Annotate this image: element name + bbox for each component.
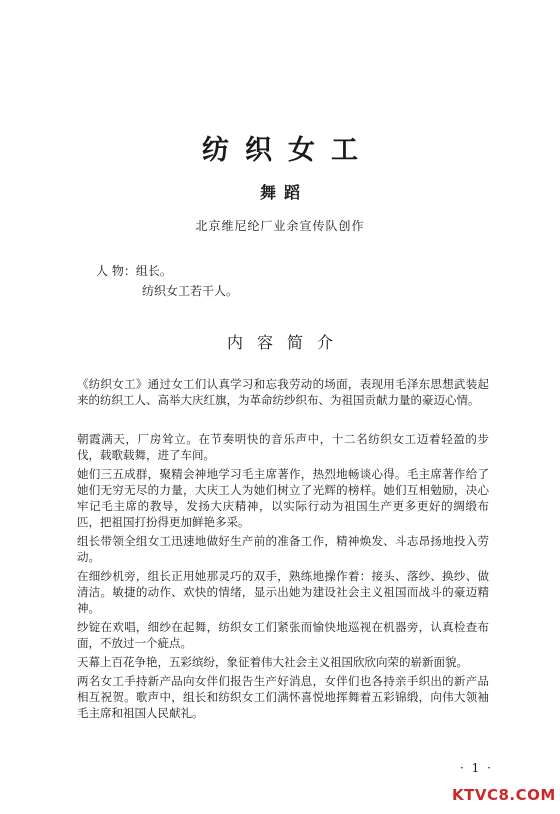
story-paragraph: 她们三五成群，聚精会神地学习毛主席著作，热烈地畅谈心得。毛主席著作给了她们无穷无尽的力量，大庆工人为她们树立了光辉的榜样。她们互相勉励，决心牢记毛主席的教导，发扬大庆精神，以实际行动为祖国生产更多更好的绸缎布匹，把祖国打扮得更加鲜艳多采。 (77, 467, 489, 529)
page-number: · 1 · (460, 761, 493, 775)
story-paragraph: 纱锭在欢唱，细纱在起舞，纺织女工们紧张而愉快地巡视在机器旁，认真检查布面，不放过一个疵点。 (77, 620, 489, 650)
characters-line-1 (96, 261, 238, 281)
character-leader: 组长。 (135, 264, 172, 278)
characters-label: 人 物： (96, 264, 136, 278)
story-paragraph: 天幕上百花争艳，五彩缤纷，象征着伟大社会主义祖国欣欣向荣的崭新面貌。 (77, 655, 468, 669)
character-workers: 纺织女工若干人。 (142, 284, 239, 298)
characters-block (96, 261, 238, 301)
story-paragraph: 组长带领全组女工迅速地做好生产前的准备工作，精神焕发、斗志昂扬地投入劳动。 (77, 534, 489, 564)
intro-paragraph: 《纺织女工》通过女工们认真学习和忘我劳动的场面，表现用毛泽东思想武装起来的纺织工人、高举大庆红旗，为革命纺纱织布、为祖国贡献力量的豪迈心情。 (77, 377, 489, 407)
story-paragraph: 两名女工手持新产品向女伴们报告生产好消息，女伴们也各持亲手织出的新产品相互祝贺。歌声中，组长和纺织女工们满怀喜悦地挥舞着五彩锦缎，向伟大领袖毛主席和祖国人民献礼。 (77, 674, 489, 720)
story-paragraph: 在细纱机旁，组长正用她那灵巧的双手，熟练地操作着：接头、落纱、换纱、做清洁。敏捷的动作、欢快的情绪，显示出她为建设社会主义祖国而战斗的豪迈精神。 (77, 569, 489, 615)
document-subtitle: 舞蹈 (259, 183, 308, 202)
story-block (77, 431, 489, 724)
story-paragraph: 朝霞满天，厂房耸立。在节奏明快的音乐声中，十二名纺织女工迈着轻盈的步伐，载歌载舞，进了车间。 (77, 432, 489, 462)
document-title: 纺织女工 (202, 135, 374, 166)
intro-block (77, 376, 489, 411)
section-heading: 内容简介 (226, 333, 347, 352)
author-line: 北京维尼纶厂业余宣传队创作 (195, 219, 365, 233)
site-watermark: KTVC8.COM (452, 786, 556, 804)
